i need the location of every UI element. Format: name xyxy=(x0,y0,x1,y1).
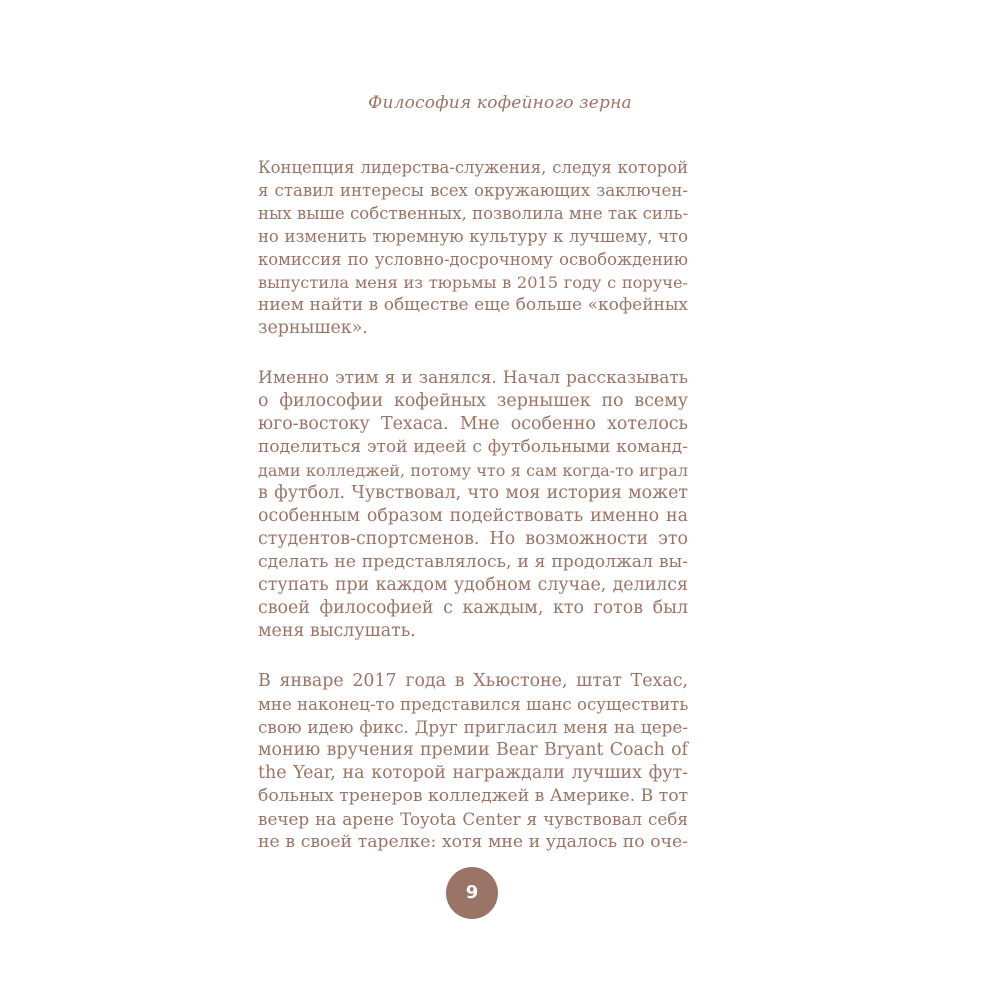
text-line: но изменить тюремную культуру к лучшему, что xyxy=(258,227,688,246)
text-line: о философии кофейных зернышек по всему xyxy=(258,391,688,411)
text-line: ных выше собственных, позволила мне так силь- xyxy=(258,204,689,223)
page-number-badge: 9 xyxy=(446,867,498,919)
paragraph-1 xyxy=(258,156,688,340)
running-header: Философия кофейного зерна xyxy=(368,93,632,113)
text-line: меня выслушать. xyxy=(258,621,416,641)
text-line: поделиться этой идеей с футбольными команд- xyxy=(258,437,688,457)
text-line: своей философией с каждым, кто готов был xyxy=(258,598,688,618)
text-line: свою идею фикс. Друг пригласил меня на цере- xyxy=(258,717,688,737)
text-line: сделать не представлялось, и я продолжал вы- xyxy=(258,552,688,572)
text-line: мне наконец-то представился шанс осуществить xyxy=(258,695,689,714)
text-line: вечер на арене Toyota Center я чувствовал себя xyxy=(258,809,688,829)
text-line: не в своей тарелке: хотя мне и удалось по оче- xyxy=(258,832,688,852)
text-line: выпустила меня из тюрьмы в 2015 году с поруче- xyxy=(258,273,688,292)
paragraph-2 xyxy=(258,367,688,643)
text-line: юго-востоку Техаса. Мне особенно хотелось xyxy=(258,414,688,434)
text-line: комиссия по условно-досрочному освобождению xyxy=(258,250,688,269)
text-line: В январе 2017 года в Хьюстоне, штат Техас, xyxy=(258,671,688,691)
text-line: зернышек». xyxy=(258,318,368,338)
text-line: Концепция лидерства-служения, следуя которой xyxy=(258,158,688,177)
text-line: монию вручения премии Bear Bryant Coach of xyxy=(258,740,688,760)
text-line: в футбол. Чувствовал, что моя история может xyxy=(258,483,688,503)
text-line: особенным образом подействовать именно на xyxy=(258,506,688,526)
text-line: больных тренеров колледжей в Америке. В тот xyxy=(258,786,689,806)
text-line: дами колледжей, потому что я сам когда-то играл xyxy=(258,461,688,480)
text-line: Именно этим я и занялся. Начал рассказывать xyxy=(258,368,688,388)
text-line: я ставил интересы всех окружающих заключен- xyxy=(258,181,688,200)
text-line: нием найти в обществе еще больше «кофейных xyxy=(258,295,688,315)
paragraph-3 xyxy=(258,670,688,854)
text-line: студентов-спортсменов. Но возможности это xyxy=(258,529,688,549)
text-line: ступать при каждом удобном случае, делился xyxy=(258,575,688,595)
body-text xyxy=(258,156,688,881)
text-line: the Year, на которой награждали лучших фут- xyxy=(258,763,688,783)
